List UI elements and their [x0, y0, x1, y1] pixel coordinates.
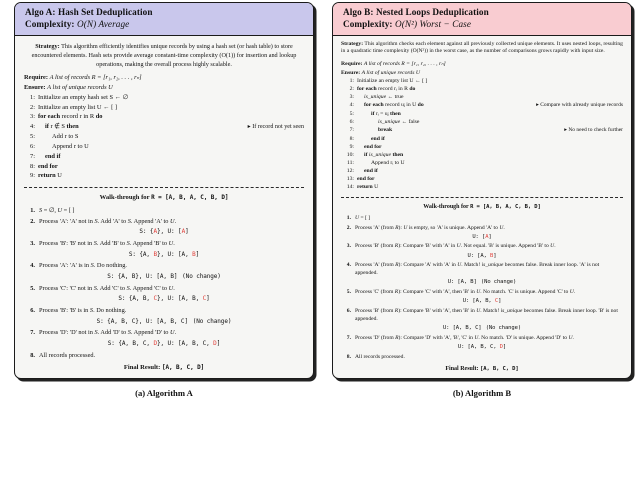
algorithm-a-title: Algo A: Hash Set Deduplication [25, 7, 153, 17]
code-line-text: end for [357, 176, 375, 183]
step-number: 5. [346, 289, 351, 296]
algorithm-a-header [15, 3, 313, 36]
walkthrough-step [341, 308, 623, 333]
walkthrough-step [24, 217, 304, 237]
code-line-comment: ▸ If record not yet seen [247, 124, 304, 131]
code-line-text: end for [38, 162, 58, 170]
step-number: 7. [346, 334, 351, 341]
code-line-number: 11: [346, 159, 354, 166]
code-line [341, 143, 623, 151]
step-state: U: [A, B, C] [462, 298, 502, 305]
code-line-text: for each record uⱼ in U do [364, 101, 424, 108]
code-line-text: end for [364, 143, 382, 150]
step-text: Process 'C': 'C' not in S. Add 'C' to S. Append 'C' to U. [39, 284, 175, 292]
code-line-number: 10: [346, 151, 354, 158]
walkthrough-step [341, 215, 623, 223]
code-line-number: 7: [349, 126, 354, 133]
code-line-number: 1: [30, 93, 35, 101]
step-note: (No change) [485, 324, 522, 331]
final-result-value: [A, B, C, D] [480, 365, 519, 372]
step-state: U: [A, B, C, D] [457, 343, 507, 350]
code-line-text: for each record rᵢ in R do [357, 85, 416, 92]
walkthrough-title-prefix: Walk-through for [423, 204, 469, 211]
algorithm-a-card [14, 2, 314, 379]
code-lines [24, 93, 304, 181]
code-line-text: break [378, 126, 393, 133]
panel-algorithm-b [320, 0, 640, 484]
walkthrough-step [24, 306, 304, 326]
walkthrough-step [24, 328, 304, 348]
walkthrough-step [341, 225, 623, 242]
require-text: A list of records R = [r₁, r₂, . . . , rₙ] [363, 61, 446, 68]
ensure-text: A list of unique records U [361, 69, 421, 76]
walkthrough-steps-a [24, 206, 304, 361]
step-state: U: [A] [472, 233, 492, 240]
step-text: Process 'A': 'A' not in S. Add 'A' to S. Append 'A' to U. [39, 217, 177, 225]
complexity-value: O(N²) Worst − Case [395, 18, 472, 29]
ensure-label: Ensure: [341, 69, 361, 76]
code-line-number: 8: [30, 162, 35, 170]
step-state: S: {A, B}, U: [A, B] (No change) [107, 272, 221, 280]
code-line-number: 2: [30, 103, 35, 111]
step-number: 6. [346, 308, 351, 314]
step-number: 4. [30, 262, 35, 270]
code-line [341, 159, 623, 167]
step-state: S: {A, B}, U: [A, B] [128, 250, 200, 258]
code-line [341, 85, 623, 93]
section-divider [24, 187, 304, 188]
code-line-comment: ▸ Compare with already unique records [536, 101, 623, 108]
code-line-text: if r ∉ S then [45, 123, 79, 131]
code-line-text: Initialize an empty hash set S ← ∅ [38, 93, 129, 101]
strategy-text: This algorithm efficiently identifies unique records by using a hash set (or hash table) to store encountered elements. Hash sets provide average constant-time complexity (O(1)) for insertion and lookup operations, making the overall process highly scalable. [31, 42, 297, 69]
walkthrough-step [341, 335, 623, 352]
algorithm-a-body [15, 36, 313, 379]
code-line-text: return U [357, 184, 379, 191]
algorithm-b-pseudocode [341, 60, 623, 191]
code-line [341, 175, 623, 183]
step-number: 8. [30, 351, 35, 359]
code-line-text: Append rᵢ to U [371, 159, 405, 166]
step-text: All records processed. [39, 351, 96, 359]
code-line [24, 103, 304, 113]
walkthrough-step [24, 351, 304, 360]
complexity-label: Complexity: [343, 18, 393, 29]
strategy-label: Strategy: [35, 42, 60, 50]
code-line-text: return U [38, 172, 62, 180]
step-number: 3. [30, 239, 35, 247]
code-line [24, 162, 304, 172]
code-line-number: 9: [349, 143, 354, 150]
code-line [24, 122, 304, 132]
code-line-number: 14: [346, 184, 354, 191]
final-result-label: Final Result: [123, 364, 161, 372]
step-text: All records processed. [355, 353, 405, 360]
code-line-number: 8: [349, 135, 354, 142]
step-number: 2. [30, 217, 35, 225]
walkthrough-step [341, 243, 623, 260]
final-result-a [24, 364, 304, 371]
caption-a: (a) Algorithm A [135, 388, 193, 399]
step-state: S: {A}, U: [A] [139, 228, 189, 236]
step-number: 4. [346, 262, 351, 269]
code-line [24, 152, 304, 162]
step-text: Process 'A' (from R): U is empty, so 'A' is unique. Append 'A' to U. [355, 224, 505, 231]
step-state: U: [A, B, C] (No change) [442, 324, 522, 331]
require-line [341, 60, 623, 68]
step-text: Process 'B': 'B' not in S. Add 'B' to S. Append 'B' to U. [39, 239, 175, 247]
complexity-label: Complexity: [25, 18, 75, 29]
walkthrough-steps-b [341, 215, 623, 363]
step-state: S: {A, B, C}, U: [A, B, C] (No change) [96, 317, 232, 325]
ensure-line [341, 69, 623, 77]
algorithm-b-complexity [343, 19, 623, 31]
code-line [24, 132, 304, 142]
walkthrough-step [341, 289, 623, 306]
step-number: 5. [30, 284, 35, 292]
code-line [341, 110, 623, 118]
require-text: A list of records R = [r₁, r₂, . . . , rₙ] [49, 74, 142, 82]
algorithm-b-title: Algo B: Nested Loops Deduplication [343, 7, 489, 17]
walkthrough-title-a [24, 194, 304, 201]
code-line [341, 118, 623, 126]
step-state: S: {A, B, C, D}, U: [A, B, C, D] [107, 339, 221, 347]
step-state: U: [A, B] (No change) [447, 279, 517, 286]
step-text: Process 'B' (from R): Compare 'B' with 'A' in U. Not equal. 'B' is unique. Append 'B' to U. [355, 243, 556, 250]
walkthrough-step [24, 284, 304, 304]
code-line [341, 93, 623, 101]
require-label: Require: [341, 61, 363, 68]
code-line [341, 167, 623, 175]
code-lines [341, 77, 623, 192]
code-line-number: 5: [30, 133, 35, 141]
step-note: (No change) [480, 279, 517, 286]
ensure-line [24, 83, 304, 93]
step-text: Process 'D': 'D' not in S. Add 'D' to S. Append 'D' to U. [39, 329, 177, 337]
step-text: Process 'A': 'A' is in S. Do nothing. [39, 262, 127, 270]
step-number: 3. [346, 243, 351, 250]
step-number: 2. [346, 224, 351, 231]
walkthrough-step [341, 262, 623, 287]
require-line [24, 73, 304, 83]
final-result-b [341, 366, 623, 372]
walkthrough-step [24, 206, 304, 215]
walkthrough-title-prefix: Walk-through for [99, 194, 150, 202]
code-line-number: 13: [346, 176, 354, 183]
code-line-number: 6: [30, 143, 35, 151]
code-line-number: 3: [349, 93, 354, 100]
step-note: (No change) [192, 317, 232, 325]
algorithm-b-header [333, 3, 631, 36]
walkthrough-step [341, 354, 623, 362]
code-line-number: 1: [349, 77, 354, 84]
walkthrough-input: R = [A, B, A, C, B, D] [151, 194, 229, 202]
algorithm-a-complexity [25, 19, 305, 31]
require-label: Require: [24, 74, 49, 82]
code-line-number: 12: [346, 168, 354, 175]
code-line [341, 101, 623, 110]
code-line-text: Append r to U [52, 143, 89, 151]
code-line [341, 135, 623, 143]
code-line-number: 9: [30, 172, 35, 180]
algorithm-a-strategy [24, 42, 304, 70]
section-divider [341, 197, 623, 198]
code-line-text: end if [364, 168, 378, 175]
algorithm-b-card [332, 2, 632, 379]
code-line [341, 126, 623, 135]
code-line-comment: ▸ No need to check further [564, 126, 623, 133]
code-line-number: 6: [349, 118, 354, 125]
strategy-text: This algorithm checks each element against all previously collected unique elements. It uses nested loops, resulting in a quadratic time complexity (O(N²)) in the worst case, as the number of comparisons grows rapidly with input size. [341, 40, 623, 55]
code-line [341, 183, 623, 191]
code-line-number: 2: [349, 85, 354, 92]
code-line [24, 93, 304, 103]
code-line [24, 171, 304, 181]
ensure-text: A list of unique records U [47, 84, 113, 92]
algorithm-b-strategy [341, 41, 623, 57]
code-line-number: 7: [30, 152, 35, 160]
code-line-number: 3: [30, 113, 35, 121]
final-result-value: [A, B, C, D] [161, 364, 205, 372]
code-line-number: 4: [30, 123, 35, 131]
step-text: Process 'B': 'B' is in S. Do nothing. [39, 306, 127, 314]
walkthrough-step [24, 261, 304, 281]
code-line [341, 77, 623, 85]
step-number: 1. [30, 207, 35, 215]
code-line-text: is_unique ← false [378, 118, 420, 125]
code-line-number: 4: [349, 101, 354, 108]
final-result-label: Final Result: [445, 365, 479, 372]
step-number: 7. [30, 329, 35, 337]
step-note: (No change) [182, 272, 221, 280]
step-text: Process 'C' (from R): Compare 'C' with 'A', then 'B' in U. No match. 'C' is unique. Append 'C' to U. [355, 289, 576, 296]
code-line [24, 142, 304, 152]
walkthrough-step [24, 239, 304, 259]
step-number: 1. [346, 215, 351, 222]
code-line-text: Initialize an empty list U ← [ ] [38, 103, 117, 111]
code-line-text: if rᵢ = uⱼ then [371, 110, 401, 117]
code-line-text: for each record r in R do [38, 113, 103, 121]
step-state: U: [A, B] [467, 252, 497, 259]
step-text: S = ∅, U = [ ] [39, 207, 75, 215]
caption-b: (b) Algorithm B [452, 387, 512, 398]
code-line-text: Initialize an empty list U ← [ ] [357, 77, 428, 84]
code-line [24, 112, 304, 122]
ensure-label: Ensure: [24, 84, 46, 92]
code-line [341, 151, 623, 159]
step-text: U = [ ] [355, 215, 371, 222]
code-line-text: end if [45, 152, 61, 160]
step-state: S: {A, B, C}, U: [A, B, C] [118, 295, 210, 303]
code-line-number: 5: [349, 110, 354, 117]
walkthrough-title-b [341, 204, 623, 210]
code-line-text: Add r to S [52, 133, 79, 141]
step-number: 8. [346, 353, 351, 360]
algorithm-b-body [333, 36, 631, 378]
complexity-value: O(N) Average [77, 18, 130, 29]
step-number: 6. [30, 306, 35, 314]
walkthrough-input: R = [A, B, A, C, B, D] [470, 204, 541, 211]
step-text: Process 'D' (from R): Compare 'D' with 'A', 'B', 'C' in U. No match. 'D' is unique. Append 'D' to U. [355, 334, 574, 341]
step-text: Process 'B' (from R): Compare 'B' with 'A', then 'B' in U. Match! is_unique becomes false. Break inner loop. 'B' is not appended. [355, 308, 618, 322]
code-line-text: is_unique ← true [364, 93, 404, 100]
step-text: Process 'A' (from R): Compare 'A' with 'A' in U. Match! is_unique becomes false. Break inner loop. 'A' is not appended. [355, 262, 600, 277]
code-line-text: if is_unique then [364, 151, 404, 158]
code-line-text: end if [371, 135, 385, 142]
strategy-label: Strategy: [341, 40, 364, 47]
algorithm-a-pseudocode [24, 73, 304, 181]
